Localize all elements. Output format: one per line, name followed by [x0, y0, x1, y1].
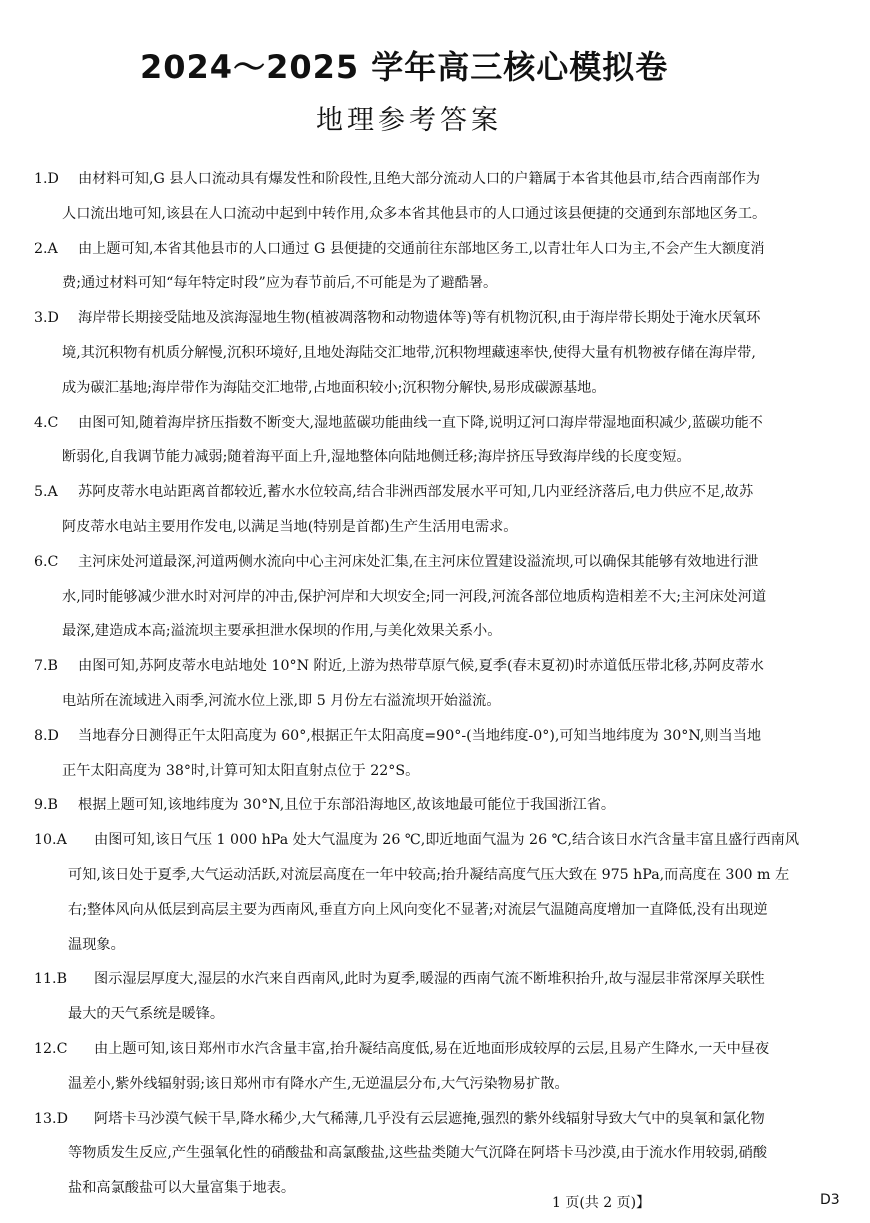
- answer-text: 境,其沉积物有机质分解慢,沉积环境好,且地处海陆交汇地带,沉积物埋藏速率快,使得大量有机物被存储在海岸带,: [62, 344, 756, 361]
- answer-continuation-line: [34, 1136, 840, 1171]
- answer-continuation-line: [34, 580, 840, 615]
- answer-number: 6.C: [34, 553, 59, 570]
- answer-text: 最深,建造成本高;溢流坝主要承担泄水保坝的作用,与美化效果关系小。: [62, 623, 502, 640]
- answer-text: 右;整体风向从低层到高层主要为西南风,垂直方向上风向变化不显著;对流层气温随高度增加一直降低,没有出现逆: [68, 901, 768, 918]
- answer-continuation-line: [34, 336, 840, 371]
- answer-text: 阿皮蒂水电站主要用作发电,以满足当地(特别是首都)生产生活用电需求。: [62, 518, 518, 535]
- answer-item: [34, 162, 840, 232]
- answer-first-line: [34, 301, 840, 336]
- answer-text: 正午太阳高度为 38°时,计算可知太阳直射点位于 22°S。: [62, 762, 420, 779]
- answer-text: 可知,该日处于夏季,大气运动活跃,对流层高度在一年中较高;抬升凝结高度气压大致在 975 hPa,而高度在 300 m 左: [68, 866, 790, 883]
- answer-item: [34, 719, 840, 789]
- page-number: 1 页(共 2 页)】: [552, 1195, 651, 1211]
- answer-item: [34, 545, 840, 649]
- answer-first-line: [34, 475, 840, 510]
- answer-first-line: [34, 1102, 840, 1137]
- answer-text: 人口流出地可知,该县在人口流动中起到中转作用,众多本省其他县市的人口通过该县便捷的交通到东部地区务工。: [62, 205, 767, 222]
- answer-number: 5.A: [34, 484, 58, 501]
- answer-text: 费;通过材料可知“每年特定时段”应为春节前后,不可能是为了避酷暑。: [62, 275, 498, 292]
- answer-number: 9.B: [34, 797, 58, 814]
- answer-text: 温差小,紫外线辐射弱;该日郑州市有降水产生,无逆温层分布,大气污染物易扩散。: [68, 1075, 569, 1092]
- answer-number: 1.D: [34, 171, 59, 187]
- answer-number: 2.A: [34, 240, 58, 257]
- answer-continuation-line: [34, 997, 840, 1032]
- answer-text: 图示湿层厚度大,湿层的水汽来自西南风,此时为夏季,暖湿的西南气流不断堆积抬升,故与湿层非常深厚关联性: [94, 971, 765, 988]
- answer-continuation-line: [34, 371, 840, 406]
- answer-text: 苏阿皮蒂水电站距离首都较近,蓄水水位较高,结合非洲西部发展水平可知,几内亚经济落后,电力供应不足,故苏: [78, 484, 754, 501]
- answer-number: 13.D: [34, 1110, 68, 1127]
- answer-continuation-line: [34, 266, 840, 301]
- answer-item: [34, 649, 840, 719]
- answer-continuation-line: [34, 614, 840, 649]
- answer-continuation-line: [34, 893, 840, 928]
- answer-first-line: [34, 788, 840, 823]
- answer-text: 由上题可知,该日郑州市水汽含量丰富,抬升凝结高度低,易在近地面形成较厚的云层,且易产生降水,一天中昼夜: [94, 1040, 770, 1057]
- answer-item: [34, 232, 840, 302]
- page-subtitle: 地理参考答案: [316, 105, 502, 136]
- answer-continuation-line: [34, 1171, 840, 1206]
- answer-number: 8.D: [34, 727, 59, 744]
- answer-first-line: [34, 1032, 840, 1067]
- answer-continuation-line: [34, 440, 840, 475]
- answer-text: 等物质发生反应,产生强氧化性的硝酸盐和高氯酸盐,这些盐类随大气沉降在阿塔卡马沙漠,由于流水作用较弱,硝酸: [68, 1145, 768, 1162]
- answer-number: 7.B: [34, 658, 58, 675]
- answer-text: 主河床处河道最深,河道两侧水流向中心主河床处汇集,在主河床位置建设溢流坝,可以确保其能够有效地进行泄: [78, 553, 759, 570]
- answer-number: 3.D: [34, 310, 59, 327]
- answer-text: 由图可知,随着海岸挤压指数不断变大,湿地蓝碳功能曲线一直下降,说明辽河口海岸带湿地面积减少,蓝碳功能不: [78, 414, 763, 431]
- answer-item: [34, 1032, 840, 1102]
- answer-list: [34, 162, 840, 1206]
- answer-item: [34, 823, 840, 962]
- answer-text: 温现象。: [68, 936, 125, 953]
- paper-code: D3: [820, 1192, 840, 1208]
- answer-first-line: [34, 719, 840, 754]
- page-title: 2024～2025 学年高三核心模拟卷: [140, 48, 669, 86]
- answer-first-line: [34, 406, 840, 441]
- answer-text: 由上题可知,本省其他县市的人口通过 G 县便捷的交通前往东部地区务工,以青壮年人口为主,不会产生大额度消: [78, 240, 765, 257]
- answer-item: [34, 1102, 840, 1206]
- answer-first-line: [34, 823, 840, 858]
- answer-first-line: [34, 232, 840, 267]
- answer-continuation-line: [34, 754, 840, 789]
- answer-continuation-line: [34, 1067, 840, 1102]
- answer-text: 由图可知,该日气压 1 000 hPa 处大气温度为 26 ℃,即近地面气温为 26 ℃,结合该日水汽含量丰富且盛行西南风: [94, 832, 800, 849]
- answer-number: 11.B: [34, 971, 67, 988]
- answer-text: 海岸带长期接受陆地及滨海湿地生物(植被凋落物和动物遗体等)等有机物沉积,由于海岸带长期处于淹水厌氧环: [78, 310, 761, 327]
- answer-number: 4.C: [34, 414, 59, 431]
- answer-text: 阿塔卡马沙漠气候干旱,降水稀少,大气稀薄,几乎没有云层遮掩,强烈的紫外线辐射导致大气中的臭氧和氯化物: [94, 1110, 765, 1127]
- answer-item: [34, 406, 840, 476]
- answer-text: 盐和高氯酸盐可以大量富集于地表。: [68, 1180, 296, 1197]
- answer-item: [34, 788, 840, 823]
- answer-item: [34, 475, 840, 545]
- answer-continuation-line: [34, 858, 840, 893]
- answer-text: 最大的天气系统是暖锋。: [68, 1006, 225, 1023]
- answer-first-line: [34, 962, 840, 997]
- answer-item: [34, 301, 840, 405]
- answer-text: 电站所在流域进入雨季,河流水位上涨,即 5 月份左右溢流坝开始溢流。: [62, 692, 501, 709]
- answer-continuation-line: [34, 197, 840, 232]
- answer-text: 水,同时能够减少泄水时对河岸的冲击,保护河岸和大坝安全;同一河段,河流各部位地质构造相差不大;主河床处河道: [62, 588, 767, 605]
- answer-text: 由图可知,苏阿皮蒂水电站地处 10°N 附近,上游为热带草原气候,夏季(春末夏初)时赤道低压带北移,苏阿皮蒂水: [78, 658, 764, 675]
- answer-text: 根据上题可知,该地纬度为 30°N,且位于东部沿海地区,故该地最可能位于我国浙江省。: [78, 797, 616, 814]
- answer-item: [34, 962, 840, 1032]
- answer-text: 断弱化,自我调节能力减弱;随着海平面上升,湿地整体向陆地侧迁移;海岸挤压导致海岸线的长度变短。: [62, 449, 691, 466]
- answer-number: 10.A: [34, 832, 67, 849]
- answer-number: 12.C: [34, 1040, 68, 1057]
- answer-continuation-line: [34, 684, 840, 719]
- answer-first-line: [34, 162, 840, 197]
- answer-first-line: [34, 649, 840, 684]
- answer-continuation-line: [34, 510, 840, 545]
- answer-first-line: [34, 545, 840, 580]
- answer-text: 成为碳汇基地;海岸带作为海陆交汇地带,占地面积较小;沉积物分解快,易形成碳源基地。: [62, 379, 606, 396]
- answer-continuation-line: [34, 928, 840, 963]
- answer-text: 当地春分日测得正午太阳高度为 60°,根据正午太阳高度=90°-(当地纬度-0°),可知当地纬度为 30°N,则当当地: [78, 727, 762, 744]
- answer-text: 由材料可知,G 县人口流动具有爆发性和阶段性,且绝大部分流动人口的户籍属于本省其他县市,结合西南部作为: [78, 171, 761, 187]
